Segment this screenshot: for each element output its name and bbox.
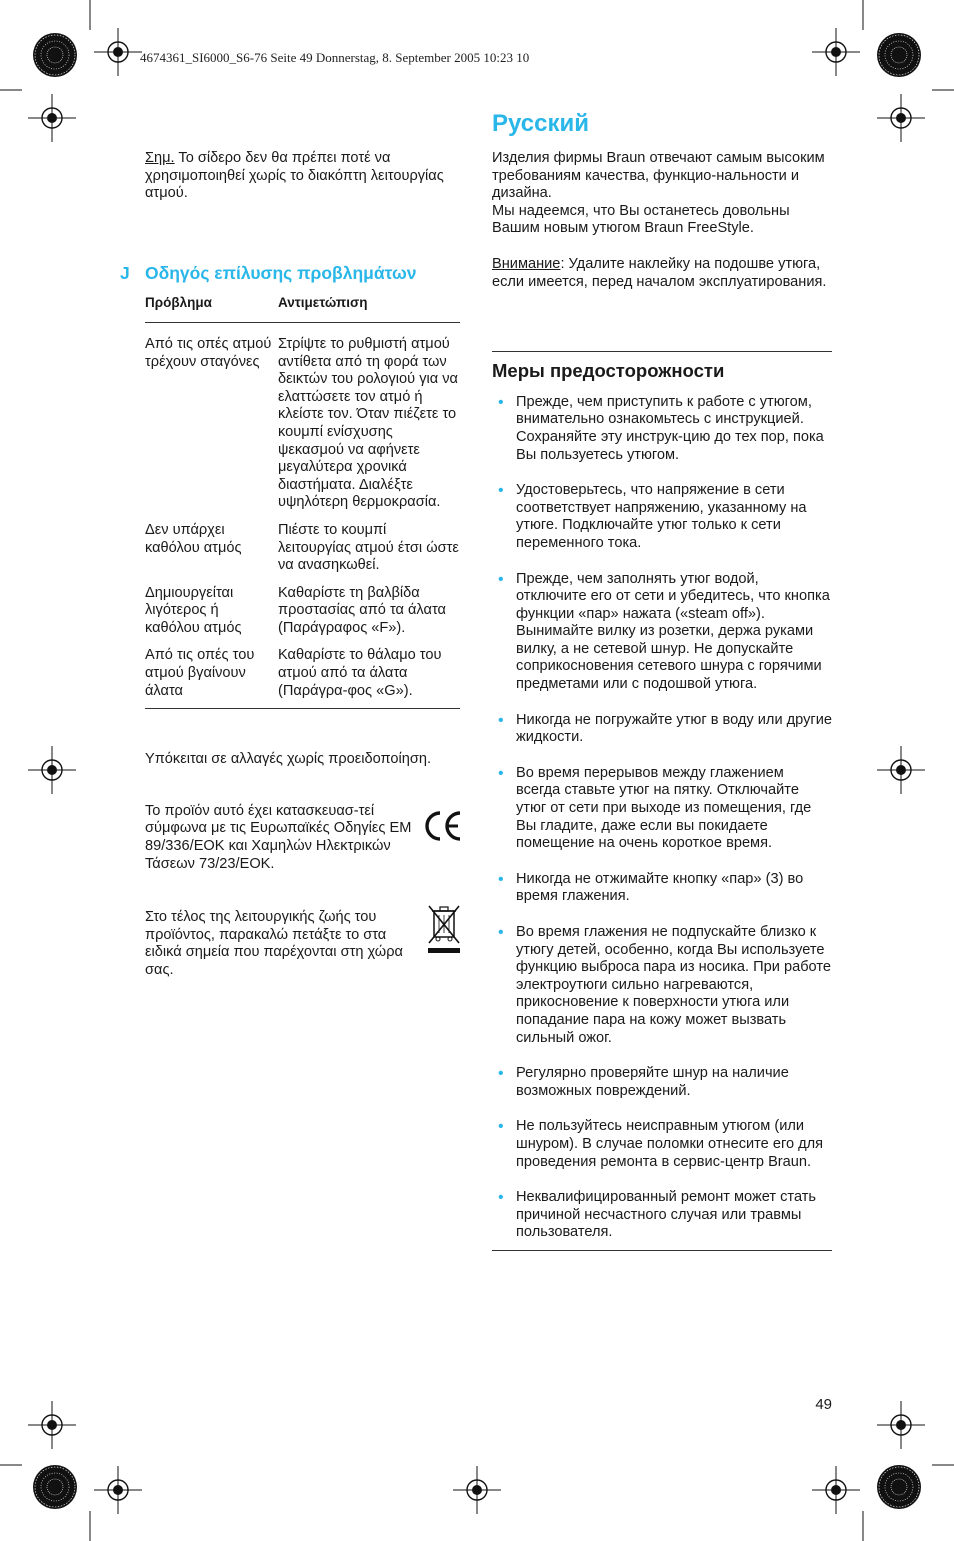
list-item: • Неквалифицированный ремонт может стать причиной несчастного случая или травмы пользователя. <box>492 1189 832 1242</box>
divider <box>492 1250 832 1251</box>
table-row <box>145 647 460 708</box>
problem-cell: Δημιουργείται λιγότερος ή καθόλου ατμός <box>145 584 242 636</box>
disposal-text: Στο τέλος της λειτουργικής ζωής του προϊόντος, παρακαλώ πετάξτε το στα ειδικά σημεία που παρέχονται στη χώρα σας. <box>145 909 403 978</box>
list-item: • Никогда не погружайте утюг в воду или другие жидкости. <box>492 712 832 747</box>
warning-paragraph <box>492 256 832 291</box>
crossed-bin-icon <box>425 903 463 955</box>
intro-paragraph: Изделия фирмы Braun отвечают самым высоким требованиям качества, функцио-нальности и дизайна. <box>492 150 825 202</box>
ce-mark-icon <box>423 809 463 843</box>
list-item: • Во время глажения не подпускайте близко к утюгу детей, особенно, когда Вы используете функцию выброса пара из носика. При работе электроутюги сильно нагреваются, прикосновение к поверхности утюга или попадание пара на кожу может вызвать сильный ожог. <box>492 924 832 1047</box>
problem-cell: Από τις οπές ατμού τρέχουν σταγόνες <box>145 335 272 370</box>
page-number: 49 <box>815 1396 832 1413</box>
note-text: Το σίδερο δεν θα πρέπει ποτέ να χρησιμοποιηθεί χωρίς το διακόπτη λειτουργίας ατμού. <box>145 150 444 202</box>
list-item: • Прежде, чем заполнять утюг водой, отключите его от сети и убедитесь, что кнопка функции «пар» нажата («steam off»). Вынимайте вилку из розетки, держа руками вилку, а не сетевой шнур. Не допускайте соприкосновения сетевого шнура с горячими предметами или с подошвой утюга. <box>492 571 832 694</box>
disposal-notice <box>145 909 463 979</box>
solution-cell: Πιέστε το κουμπί λειτουργίας ατμού έτσι ώστε να ανασηκωθεί. <box>278 521 459 574</box>
solution-cell: Στρίψτε το ρυθμιστή ατμού αντίθετα από τη φορά των δεικτών του ρολογιού για να ελαττώσετε τον ατμό ή κλείστε τον. Όταν πιέζετε το κουμπί ενίσχυσης ψεκασμού να αφήνετε μεγαλύτερα χρονικά διαστήματα. Διαλέξτε υψηλότερη θερμοκρασία. <box>278 335 458 511</box>
problem-cell: Δεν υπάρχει καθόλου ατμός <box>145 521 242 556</box>
russian-column <box>492 110 832 1251</box>
list-item: • Прежде, чем приступить к работе с утюгом, внимательно ознакомьтесь с инструкцией. Сохраняйте эту инструк-цию до тех пор, пока Вы пользуетесь утюгом. <box>492 394 832 464</box>
safety-title: Меры предосторожности <box>492 360 725 382</box>
table-row <box>145 322 460 521</box>
divider <box>492 351 832 352</box>
list-item: • Удостоверьтесь, что напряжение в сети соответствует напряжению, указанному на утюге. Подключайте утюг только к сети переменного тока. <box>492 482 832 552</box>
table-row <box>145 585 460 648</box>
solution-cell: Καθαρίστε το θάλαμο του ατμού από τα άλατα (Παράγρα-φος «G»). <box>278 647 460 708</box>
print-header: 4674361_SI6000_S6-76 Seite 49 Donnerstag, 8. September 2005 10:23 10 <box>140 50 530 65</box>
safety-list <box>492 394 832 1242</box>
column-header-solution: Αντιμετώπιση <box>278 294 460 322</box>
ce-text: Το προϊόν αυτό έχει κατασκευασ-τεί σύμφωνα με τις Ευρωπαϊκές Οδηγίες ΕΜ 89/336/ΕΟΚ και Χαμηλών Ηλεκτρικών Τάσεων 73/23/ΕΟΚ. <box>145 802 412 872</box>
iron-note <box>145 150 463 203</box>
intro-paragraph: Мы надеемся, что Вы останетесь довольны Вашим новым утюгом Braun FreeStyle. <box>492 202 790 237</box>
ce-compliance <box>145 803 463 873</box>
greek-column <box>120 150 463 980</box>
problem-cell: Από τις οπές του ατμού βγαίνουν άλατα <box>145 647 278 708</box>
list-item: • Во время перерывов между глажением всегда ставьте утюг на пятку. Отключайте утюг от сети при выходе из помещения, где Вы гладите, даже если вы покидаете помещение на очень короткое время. <box>492 765 832 853</box>
section-letter: J <box>120 262 130 283</box>
changes-notice: Υπόκειται σε αλλαγές χωρίς προειδοποίηση. <box>145 751 432 768</box>
note-prefix: Σημ. <box>145 150 175 166</box>
warning-text: : Удалите наклейку на подошве утюга, если имеется, перед началом эксплуатирования. <box>492 255 827 290</box>
list-item: • Не пользуйтесь неисправным утюгом (или шнуром). В случае поломки отнесите его для проведения ремонта в сервис-центр Braun. <box>492 1118 832 1171</box>
table-row <box>145 522 460 585</box>
section-title: Οδηγός επίλυσης προβλημάτων <box>145 262 417 283</box>
language-title: Русский <box>492 110 589 137</box>
list-item: • Никогда не отжимайте кнопку «пар» (3) во время глажения. <box>492 871 832 906</box>
list-item: • Регулярно проверяйте шнур на наличие возможных повреждений. <box>492 1065 832 1100</box>
column-header-problem: Πρόβλημα <box>145 294 278 322</box>
solution-cell: Καθαρίστε τη βαλβίδα προστασίας από τα άλατα (Παράγραφος «F»). <box>278 584 446 636</box>
warning-label: Внимание <box>492 255 561 272</box>
troubleshooting-heading <box>120 262 463 283</box>
troubleshooting-table <box>145 294 460 709</box>
